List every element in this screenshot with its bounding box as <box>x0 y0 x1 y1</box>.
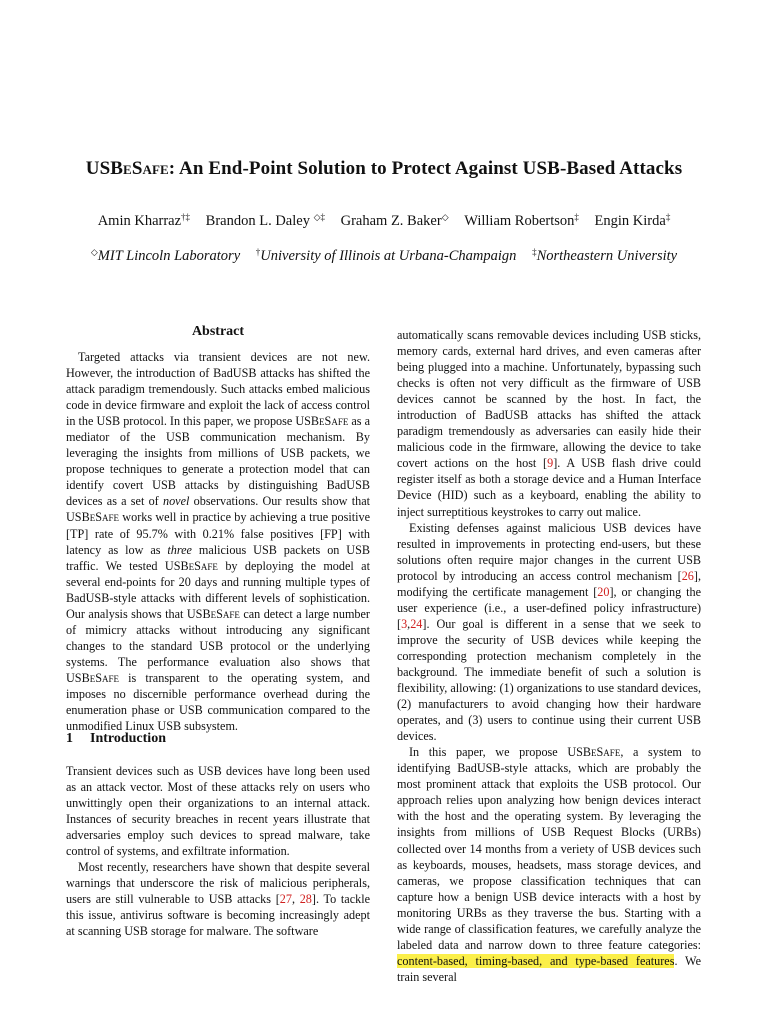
author-list <box>0 213 768 230</box>
citation-link[interactable]: 9 <box>547 456 554 471</box>
abstract-heading: Abstract <box>191 324 245 339</box>
author: William Robertson‡ <box>464 212 579 229</box>
citation-link[interactable]: 24 <box>410 616 423 631</box>
citation-link[interactable]: 20 <box>597 584 610 599</box>
body-paragraph: Existing defenses against malicious USB devices have resulted in improvements in protecting end-users, but these solutions often require major changes in the current USB protocol by introducing an access control mechanism [26], modifying the certificate management [20], or changing the user experience (i.e., a user-defined policy infrastructure) [3,24]. Our goal is different in a sense that we seek to improve the security of USB devices while keeping the corresponding protection mechanism completely in the background. The immediate benefit of such a solution is flexibility, allowing: (1) organizations to use standard devices, (2) manufacturers to avoid changing how their hardware operates, and (3) users to continue using their current USB devices. <box>397 520 701 744</box>
abstract-paragraph: Targeted attacks via transient devices are not new. However, the introduction of BadUSB attacks has shifted the attack paradigm tremendously. Such attacks embed malicious code in device firmware and exploit the lack of access control in the USB protocol. In this paper, we propose USBeSafe as a mediator of the USB communication mechanism. By leveraging the insights from millions of USB packets, we propose techniques to generate a protection model that can identify covert USB attacks by distinguishing BadUSB devices as a set of novel observations. Our results show that USBeSafe works well in practice by achieving a true positive [TP] rate of 95.7% with 0.21% false positives [FP] with latency as low as three malicious USB packets on USB traffic. We tested USBeSafe by deploying the model at several end-points for 20 days and running multiple types of BadUSB-style attacks with different levels of sophistication. Our analysis shows that USBeSafe can detect a large number of mimicry attacks without introducing any significant changes to the standard USB protocol or the underlying systems. The performance evaluation also shows that USBeSafe is transparent to the operating system, and imposes no discernible performance overhead during the enumeration phase or USB communication compared to the unmodified Linux USB subsystem. <box>66 350 370 734</box>
citation-link[interactable]: 27 <box>279 892 292 907</box>
introduction-body <box>66 763 370 940</box>
paper-title <box>0 158 768 180</box>
abstract-body <box>66 349 370 734</box>
title-text: : An End-Point Solution to Protect Against USB-Based Attacks <box>168 158 683 179</box>
author: Amin Kharraz†‡ <box>97 212 191 229</box>
body-paragraph: automatically scans removable devices including USB sticks, memory cards, external hard drives, and even cameras after being plugged into a machine. Unfortunately, bypassing such checks is often not very difficult as the firmware of USB devices cannot be scanned by the host. In fact, the introduction of BadUSB attacks has shifted the attack paradigm tremendously as adversaries can easily hide their malicious code in the firmware, allowing the device to take covert actions on the host [9]. A USB flash drive could register itself as both a storage device and a Human Interface Device (HID) such as a keyboard, enabling the ability to inject surreptitious keystrokes to carry out malice. <box>397 328 701 519</box>
right-column <box>397 327 701 985</box>
affiliation: †University of Illinois at Urbana-Champaign <box>255 247 517 264</box>
body-paragraph: In this paper, we propose USBeSafe, a system to identifying BadUSB-style attacks, which are probably the most prominent attack that exploits the USB protocol. Our approach relies upon analyzing how benign devices interact with the host and the operating system. By leveraging the insights from millions of USB Request Blocks (URBs) collected over 14 months from a veriety of USB devices such as keyboards, mouses, headsets, mass storage devices, and cameras, we propose classification techniques that can capture how a benign USB device interacts with a host by monitoring URBs as they traverse the bus. Starting with a wide range of classification features, we carefully analyze the labeled data and narrow down to three feature categories: content-based, timing-based, and type-based features. We train several <box>397 745 701 984</box>
body-paragraph: Most recently, researchers have shown that despite several warnings that underscore the risk of malicious peripherals, users are still vulnerable to USB attacks [27, 28]. To tackle this issue, antivirus software is becoming increasingly adept at scanning USB storage for malware. The software <box>66 860 370 939</box>
affiliation: ◇MIT Lincoln Laboratory <box>90 247 241 264</box>
citation-link[interactable]: 26 <box>681 568 694 583</box>
author: Graham Z. Baker◇ <box>340 212 449 229</box>
citation-link[interactable]: 28 <box>299 892 312 907</box>
body-paragraph: Transient devices such as USB devices have long been used as an attack vector. Most of these attacks rely on users who unwittingly open their organizations to an internal attack. Instances of security breaches in recent years illustrate that adversaries employ such devices to spread malware, take control of systems, and exfiltrate information. <box>66 764 370 859</box>
system-name: USBeSafe <box>85 158 169 179</box>
affiliation-list <box>0 248 768 265</box>
citation-link[interactable]: 3 <box>401 616 408 631</box>
highlighted-text: content-based, timing-based, and type-based features <box>397 953 675 968</box>
affiliation: ‡Northeastern University <box>532 247 678 264</box>
section-heading-introduction: 1 Introduction <box>66 731 166 746</box>
author: Brandon L. Daley ◇‡ <box>205 212 325 229</box>
author: Engin Kirda‡ <box>594 212 671 229</box>
